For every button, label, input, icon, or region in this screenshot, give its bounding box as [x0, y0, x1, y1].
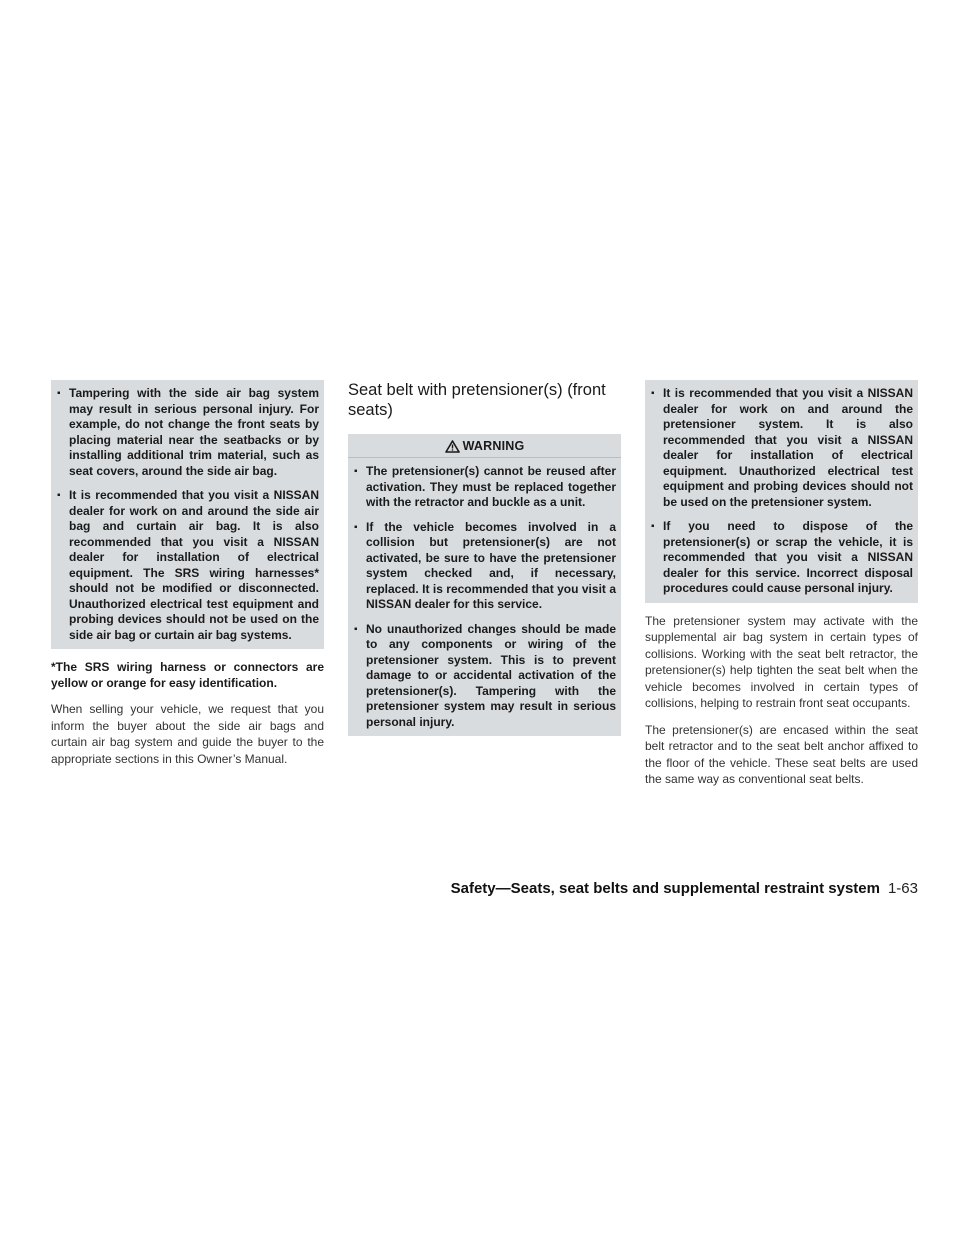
column-middle: [348, 380, 621, 736]
caution-list: [51, 380, 324, 649]
page-number: 1-63: [887, 880, 918, 897]
body-paragraph: When selling your vehicle, we request that you inform the buyer about the side air bags and curtain air bag system and guide the buyer to the appropriate sections in this Owner’s Manual.: [51, 702, 324, 766]
body-paragraph: The pretensioner system may activate with the supplemental air bag system in certain types of collisions. Working with the seat belt retractor, the pretensioner(s) help tighten the seat belt when the vehicle becomes involved in certain types of collisions, helping to restrain front seat occupants.: [645, 613, 918, 710]
caution-list: [645, 380, 918, 603]
footer-section-title: Safety—Seats, seat belts and supplemental restraint system: [450, 880, 880, 897]
warning-triangle-icon: [445, 440, 460, 453]
body-paragraph: The pretensioner(s) are encased within the seat belt retractor and to the seat belt anchor affixed to the floor of the vehicle. These seat belts are used the same way as conventional seat belts.: [645, 722, 918, 786]
caution-box: [645, 380, 918, 603]
column-left: [51, 380, 324, 767]
list-item: ▪ If the vehicle becomes involved in a collision but pretensioner(s) are not activated, be sure to have the pretensioner system checked and, if necessary, replaced. It is recommended that you visit a NISSAN dealer for this service.: [354, 520, 616, 613]
column-right: [645, 380, 918, 788]
warning-box: [348, 434, 621, 736]
list-item: ▪ The pretensioner(s) cannot be reused after activation. They must be replaced together with the retractor and buckle as a unit.: [354, 464, 616, 511]
list-item: ▪ No unauthorized changes should be made to any components or wiring of the pretensioner system. This is to prevent damage to or accidental activation of the pretensioner(s). Tampering with the pretensioner system may result in serious personal injury.: [354, 622, 616, 731]
section-heading: Seat belt with pretensioner(s) (front seats): [348, 381, 606, 419]
page-footer: [451, 880, 918, 897]
list-item: ▪ It is recommended that you visit a NISSAN dealer for work on and around the side air bag and curtain air bag. It is also recommended that you visit a NISSAN dealer for installation of electrical equipment. The SRS wiring harnesses* should not be modified or disconnected. Unauthorized electrical test equipment and probing devices should not be used on the side air bag or curtain air bag systems.: [57, 488, 319, 643]
wiring-note: *The SRS wiring harness or connectors are yellow or orange for easy identification.: [51, 660, 324, 690]
warning-list: [348, 458, 621, 736]
warning-title: WARNING: [462, 439, 525, 453]
caution-box: [51, 380, 324, 649]
list-item: ▪ It is recommended that you visit a NISSAN dealer for work on and around the pretensioner system. It is also recommended that you visit a NISSAN dealer for installation of electrical equipment. Unauthorized electrical test equipment and probing devices should not be used on the pretensioner system.: [651, 386, 913, 510]
warning-header: [348, 434, 621, 458]
list-item: ▪ If you need to dispose of the pretensioner(s) or scrap the vehicle, it is recommended that you visit a NISSAN dealer for this service. Incorrect disposal procedures could cause personal injury.: [651, 519, 913, 597]
list-item: ▪ Tampering with the side air bag system may result in serious personal injury. For example, do not change the front seats by placing material near the seatbacks or by installing additional trim material, such as seat covers, around the side air bag.: [57, 386, 319, 479]
